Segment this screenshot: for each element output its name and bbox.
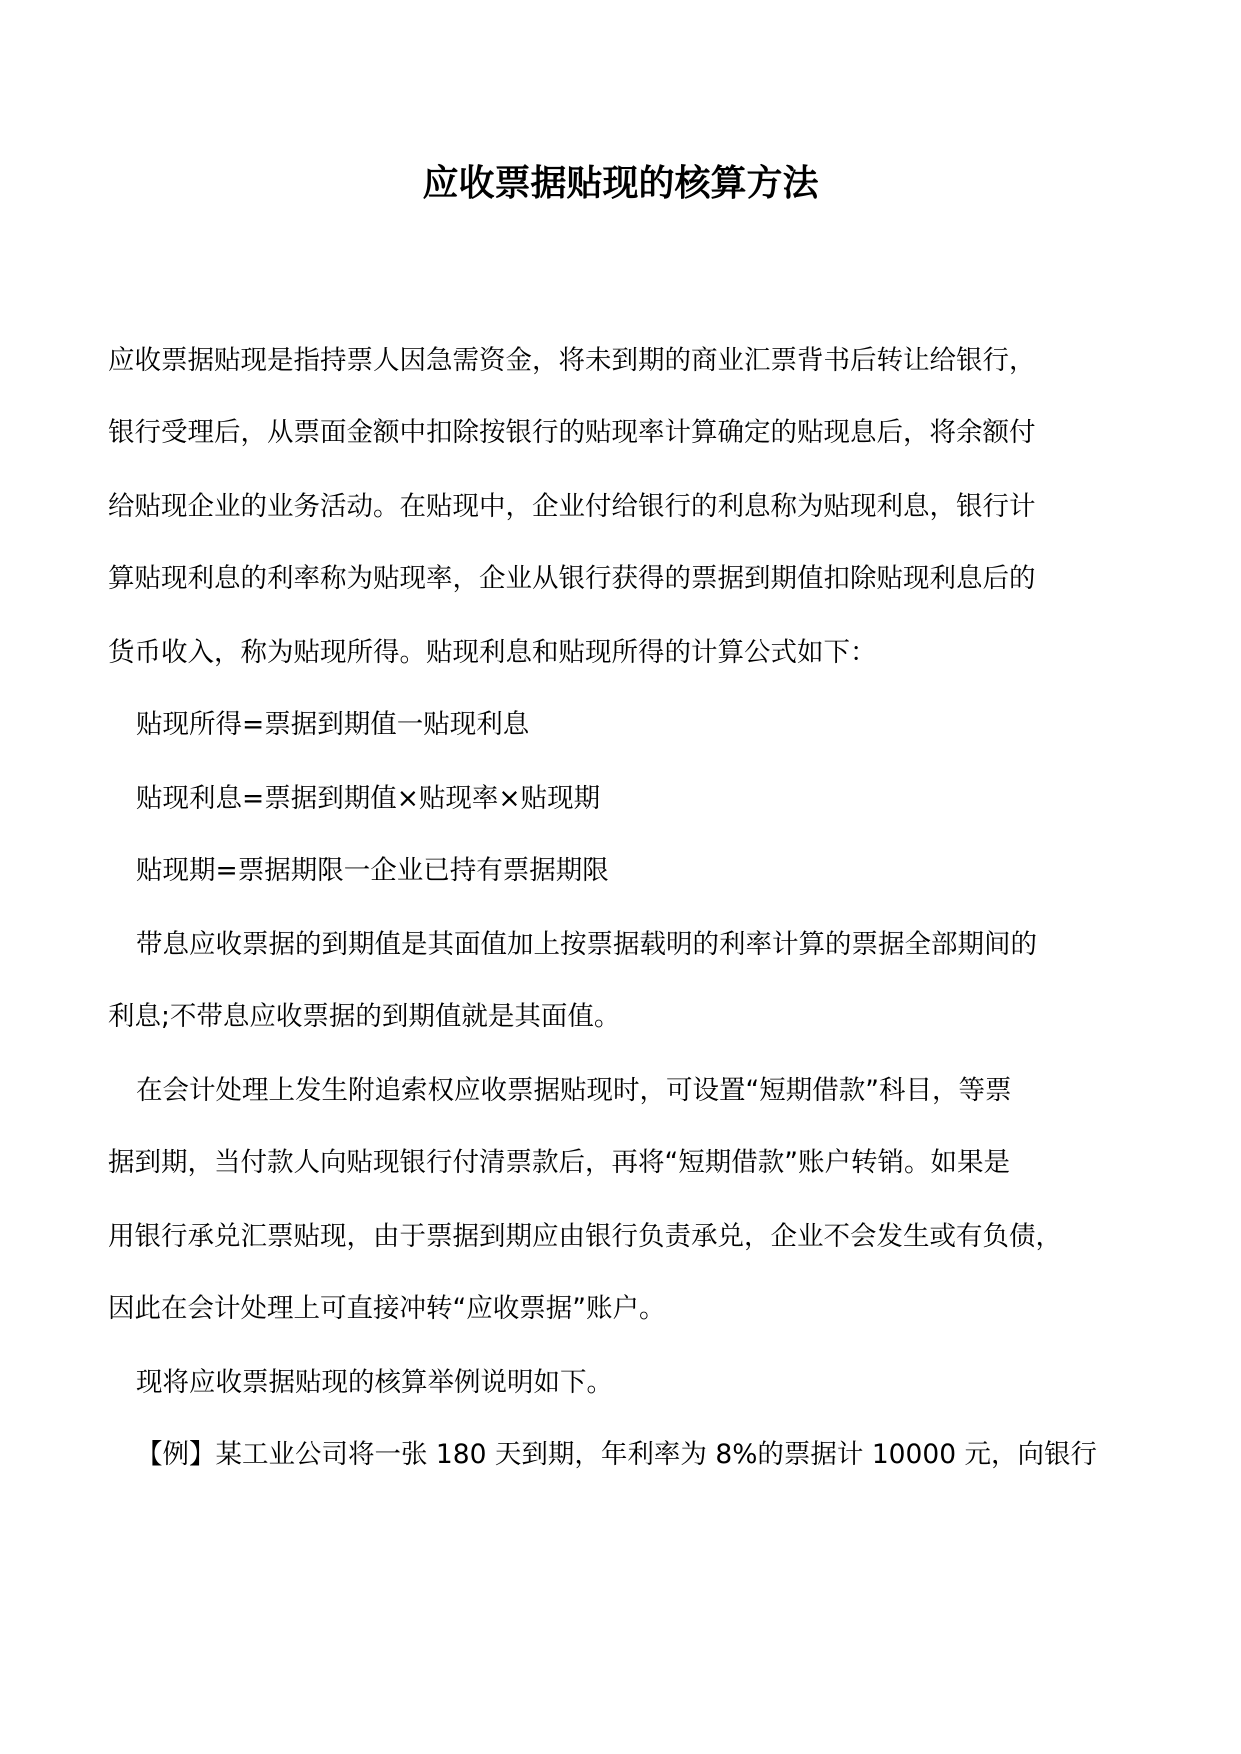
text-line: 算贴现利息的利率称为贴现率，企业从银行获得的票据到期值扣除贴现利息后的 <box>108 563 1036 594</box>
text-line: 银行受理后，从票面金额中扣除按银行的贴现率计算确定的贴现息后，将余额付 <box>108 417 1036 448</box>
text-line: 利息;不带息应收票据的到期值就是其面值。 <box>108 1001 621 1032</box>
text-line: 给贴现企业的业务活动。在贴现中，企业付给银行的利息称为贴现利息，银行计 <box>108 491 1036 522</box>
text-line: 在会计处理上发生附追索权应收票据贴现时，可设置“短期借款”科目，等票 <box>136 1075 1012 1106</box>
formula-discount-interest: 贴现利息=票据到期值×贴现率×贴现期 <box>136 783 601 814</box>
formula-discount-proceeds: 贴现所得=票据到期值一贴现利息 <box>136 709 530 740</box>
text-line: 应收票据贴现是指持票人因急需资金，将未到期的商业汇票背书后转让给银行， <box>108 345 1036 376</box>
example-text: 【例】某工业公司将一张 180 天到期，年利率为 8%的票据计 10000 元，向银行 <box>136 1439 1098 1470</box>
text-line: 带息应收票据的到期值是其面值加上按票据载明的利率计算的票据全部期间的 <box>136 929 1037 960</box>
document-title: 应收票据贴现的核算方法 <box>422 162 819 204</box>
text-line: 因此在会计处理上可直接冲转“应收票据”账户。 <box>108 1293 666 1324</box>
example-intro: 现将应收票据贴现的核算举例说明如下。 <box>136 1367 613 1398</box>
text-line: 用银行承兑汇票贴现，由于票据到期应由银行负责承兑，企业不会发生或有负债， <box>108 1221 1062 1252</box>
formula-discount-period: 贴现期=票据期限一企业已持有票据期限 <box>136 855 609 886</box>
text-line: 据到期，当付款人向贴现银行付清票款后，再将“短期借款”账户转销。如果是 <box>108 1147 1010 1178</box>
text-line: 货币收入，称为贴现所得。贴现利息和贴现所得的计算公式如下： <box>108 637 877 668</box>
